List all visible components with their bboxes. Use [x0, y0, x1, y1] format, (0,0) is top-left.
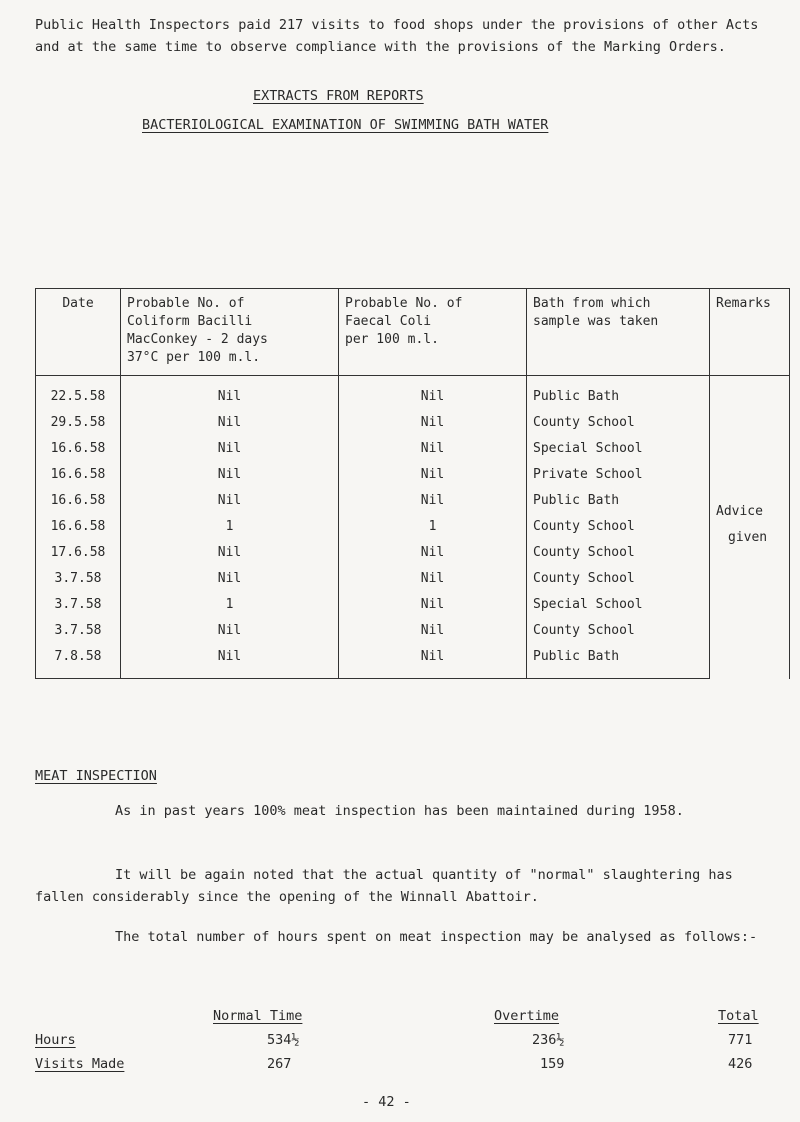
cell-date: 16.6.58 [36, 514, 121, 540]
hours-label: Hours [35, 1032, 76, 1048]
hours-total: 771 [728, 1032, 753, 1048]
table-row [36, 376, 790, 411]
header-faecal-line: per 100 m.l. [345, 332, 439, 347]
table-row [36, 592, 790, 618]
extracts-heading: EXTRACTS FROM REPORTS [253, 88, 424, 104]
visits-label: Visits Made [35, 1056, 125, 1072]
cell-faecal: Nil [339, 462, 527, 488]
header-bath-line: Bath from which [533, 296, 651, 311]
cell-faecal: Nil [339, 540, 527, 566]
table-row [36, 410, 790, 436]
intro-paragraph: Public Health Inspectors paid 217 visits to food shops under the provisions of other Acts and at the same time to observe compliance with the provisions of the Marking Orders. [35, 17, 759, 55]
cell-date: 16.6.58 [36, 488, 121, 514]
cell-bath: Public Bath [527, 376, 710, 411]
table-row [36, 514, 790, 540]
header-faecal-line: Probable No. of [345, 296, 463, 311]
cell-faecal: Nil [339, 566, 527, 592]
cell-date: 16.6.58 [36, 436, 121, 462]
hours-analysis-table [35, 1008, 775, 1080]
visits-total: 426 [728, 1056, 753, 1072]
cell-bath: Public Bath [527, 488, 710, 514]
cell-bath: Public Bath [527, 644, 710, 679]
cell-date: 3.7.58 [36, 566, 121, 592]
cell-coliform: Nil [121, 540, 339, 566]
hours-overtime: 236½ [532, 1032, 565, 1048]
table-row [36, 644, 790, 679]
col-total: Total [718, 1008, 759, 1024]
bath-water-table [35, 288, 790, 679]
cell-date: 3.7.58 [36, 592, 121, 618]
cell-faecal: Nil [339, 410, 527, 436]
cell-coliform: Nil [121, 566, 339, 592]
cell-coliform: Nil [121, 488, 339, 514]
header-faecal-line: Faecal Coli [345, 314, 432, 329]
col-overtime: Overtime [494, 1008, 560, 1024]
cell-bath: Special School [527, 592, 710, 618]
meat-paragraph-1: As in past years 100% meat inspection has been maintained during 1958. [115, 803, 684, 819]
cell-coliform: 1 [121, 514, 339, 540]
col-normal-time: Normal Time [213, 1008, 303, 1024]
cell-bath: County School [527, 566, 710, 592]
cell-date: 16.6.58 [36, 462, 121, 488]
cell-coliform: Nil [121, 410, 339, 436]
header-date: Date [36, 289, 121, 376]
cell-faecal: 1 [339, 514, 527, 540]
table-row [36, 540, 790, 566]
visits-normal: 267 [267, 1056, 292, 1072]
header-faecal [339, 289, 527, 376]
analysis-visits-row [35, 1056, 775, 1080]
header-coliform-line: MacConkey - 2 days [127, 332, 268, 347]
cell-bath: Special School [527, 436, 710, 462]
header-coliform-line: 37°C per 100 m.l. [127, 350, 261, 365]
cell-coliform: Nil [121, 376, 339, 411]
cell-date: 22.5.58 [36, 376, 121, 411]
header-bath [527, 289, 710, 376]
table-header-row [36, 289, 790, 376]
header-bath-line: sample was taken [533, 314, 659, 329]
cell-bath: Private School [527, 462, 710, 488]
remark-line: Advice [716, 504, 763, 519]
cell-coliform: 1 [121, 592, 339, 618]
header-remarks: Remarks [710, 289, 790, 376]
header-coliform-line: Probable No. of [127, 296, 245, 311]
cell-faecal: Nil [339, 488, 527, 514]
cell-bath: County School [527, 410, 710, 436]
page-number: - 42 - [362, 1094, 411, 1110]
analysis-hours-row [35, 1032, 775, 1056]
cell-faecal: Nil [339, 592, 527, 618]
visits-overtime: 159 [540, 1056, 565, 1072]
meat-paragraph-2: It will be again noted that the actual quantity of "normal" slaughtering has fallen considerably since the opening of the Winnall Abattoir. [35, 867, 733, 905]
cell-remarks [710, 376, 790, 679]
header-coliform-line: Coliform Bacilli [127, 314, 253, 329]
cell-date: 29.5.58 [36, 410, 121, 436]
bacteriological-heading: BACTERIOLOGICAL EXAMINATION OF SWIMMING BATH WATER [142, 117, 549, 133]
remark-line: given [728, 530, 768, 545]
cell-faecal: Nil [339, 436, 527, 462]
cell-date: 3.7.58 [36, 618, 121, 644]
cell-faecal: Nil [339, 644, 527, 679]
meat-inspection-heading: MEAT INSPECTION [35, 768, 157, 784]
cell-coliform: Nil [121, 644, 339, 679]
cell-bath: County School [527, 540, 710, 566]
cell-faecal: Nil [339, 376, 527, 411]
cell-date: 7.8.58 [36, 644, 121, 679]
cell-coliform: Nil [121, 436, 339, 462]
cell-bath: County School [527, 514, 710, 540]
table-row [36, 566, 790, 592]
hours-normal: 534½ [267, 1032, 300, 1048]
table-row [36, 488, 790, 514]
cell-coliform: Nil [121, 462, 339, 488]
analysis-header-row [35, 1008, 775, 1032]
table-row [36, 436, 790, 462]
table-row [36, 462, 790, 488]
cell-coliform: Nil [121, 618, 339, 644]
header-coliform [121, 289, 339, 376]
cell-bath: County School [527, 618, 710, 644]
table-row [36, 618, 790, 644]
meat-paragraph-3: The total number of hours spent on meat inspection may be analysed as follows:- [115, 929, 758, 945]
cell-faecal: Nil [339, 618, 527, 644]
cell-date: 17.6.58 [36, 540, 121, 566]
